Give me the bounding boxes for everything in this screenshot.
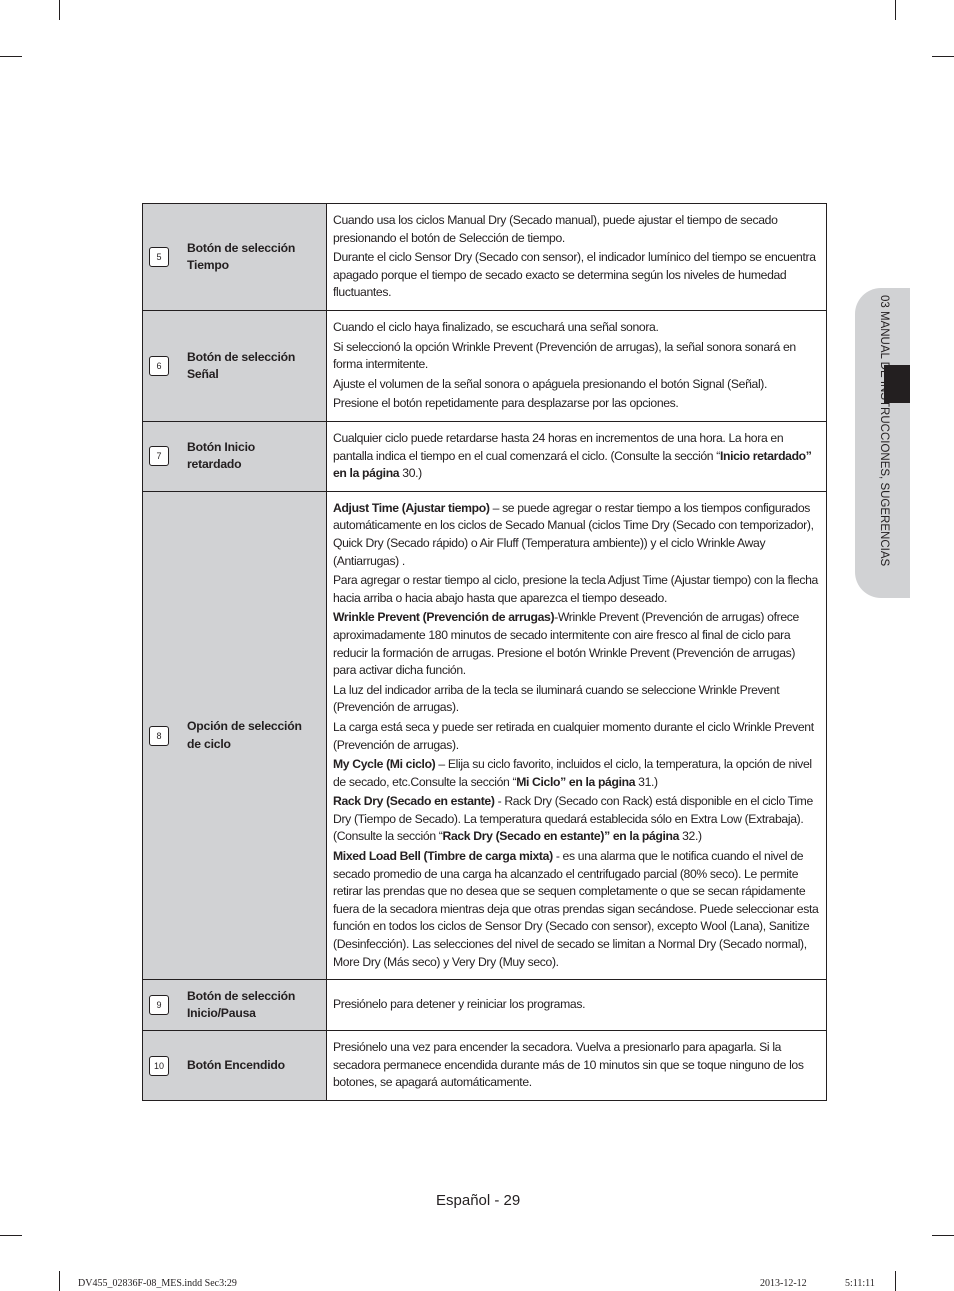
table-row xyxy=(143,1031,827,1101)
description-text: Presiónelo para detener y reiniciar los programas. xyxy=(333,997,586,1012)
control-label-cell xyxy=(143,980,327,1031)
crop-mark xyxy=(0,56,22,57)
description-text: - es una alarma que le notifica cuando el nivel de secado promedio de una carga ha alcanzado el centrifugado parcial (80% seco). Le permite retirar las prendas que no desea que se sequen completamente o que se secan rápidamente fuera de la secadora mientras deja que otras prendas sigan secándose. Puede seleccionar esta función en todos los ciclos de Sensor Dry (Secado con sensor), excepto Wool (Lana), Sanitize (Desinfección). Las selecciones del nivel de secado se limitan a Normal Dry (Secado normal), More Dry (Más seco) y Very Dry (Muy seco). xyxy=(333,849,819,969)
description-text: 31.) xyxy=(635,774,658,789)
description-emphasis: Adjust Time (Ajustar tiempo) xyxy=(333,500,490,515)
description-text: Presione el botón repetidamente para desplazarse por las opciones. xyxy=(333,396,679,411)
description-paragraph xyxy=(333,395,820,413)
control-name xyxy=(187,1057,285,1075)
control-panel-table xyxy=(142,203,827,1101)
description-paragraph xyxy=(333,609,820,679)
description-emphasis: Mi Ciclo” en la página xyxy=(516,774,636,789)
description-paragraph xyxy=(333,430,820,483)
crop-mark xyxy=(895,0,896,20)
control-label-cell xyxy=(143,491,327,979)
control-name-line: Botón de selección xyxy=(187,240,296,255)
control-name xyxy=(187,349,295,384)
control-label-cell xyxy=(143,422,327,492)
control-name-line: retardado xyxy=(187,457,242,472)
description-emphasis: Rack Dry (Secado en estante) xyxy=(333,794,495,809)
description-paragraph xyxy=(333,682,820,717)
slug-date: 2013-12-12 xyxy=(760,1278,807,1289)
crop-mark xyxy=(932,1235,954,1236)
crop-mark xyxy=(59,1271,60,1291)
description-text: Para agregar o restar tiempo al ciclo, presione la tecla Adjust Time (Ajustar tiempo) con la flecha hacia arriba o hacia abajo hasta que aparezca el tiempo deseado. xyxy=(333,573,818,605)
description-paragraph xyxy=(333,376,820,394)
control-label xyxy=(149,718,320,753)
control-name-line: Botón Encendido xyxy=(187,1057,285,1072)
control-description-cell xyxy=(327,204,827,311)
table-row xyxy=(143,980,827,1031)
description-paragraph xyxy=(333,1039,820,1092)
control-number-badge: 9 xyxy=(149,995,169,1015)
crop-mark xyxy=(895,1271,896,1291)
control-name-line: de ciclo xyxy=(187,736,231,751)
description-text: La carga está seca y puede ser retirada en cualquier momento durante el ciclo Wrinkle Prevent (Prevención de arrugas). xyxy=(333,719,814,752)
slug-time: 5:11:11 xyxy=(845,1278,875,1289)
description-paragraph xyxy=(333,319,820,337)
description-text: -Wrinkle Prevent (Prevención de arrugas) ofrece aproximadamente 180 minutos de secado intermitente con aire fresco al final de ciclo para reducir la formación de arrugas. Presione el botón Wrinkle Prevent (Prevención de arrugas) para activar dicha función. xyxy=(333,610,799,678)
description-emphasis: Inicio retardado” en la página xyxy=(333,448,812,481)
description-text: Ajuste el volumen de la señal sonora o apáguela presionando el botón Signal (Señal). xyxy=(333,376,768,391)
slug-file: DV455_02836F-08_MES.indd Sec3:29 xyxy=(78,1278,237,1289)
description-text: 32.) xyxy=(679,829,702,844)
description-text: Cualquier ciclo puede retardarse hasta 24 horas en incrementos de una hora. La hora en pantalla indica el tiempo en el cual comenzará el ciclo. (Consulte la sección “ xyxy=(333,431,784,463)
control-name-line: Botón Inicio xyxy=(187,439,256,454)
control-description-cell xyxy=(327,491,827,979)
control-name-line: Botón de selección xyxy=(187,988,296,1003)
control-label xyxy=(149,240,320,275)
table-row xyxy=(143,422,827,492)
control-description-cell xyxy=(327,980,827,1031)
description-emphasis: Mixed Load Bell (Timbre de carga mixta) xyxy=(333,849,553,864)
description-text: – Elija su ciclo favorito, incluidos el ciclo, la temperatura, la opción de nivel de secado, etc.Consulte la sección “ xyxy=(333,757,812,789)
table-body xyxy=(143,204,827,1101)
description-text: La luz del indicador arriba de la tecla se iluminará cuando se seleccione Wrinkle Prevent (Prevención de arrugas). xyxy=(333,682,780,715)
control-name xyxy=(187,988,295,1023)
control-label xyxy=(149,988,320,1023)
description-paragraph xyxy=(333,848,820,971)
description-paragraph xyxy=(333,719,820,754)
control-label-cell xyxy=(143,1031,327,1101)
table-row xyxy=(143,311,827,422)
description-paragraph xyxy=(333,339,820,374)
control-name-line: Opción de selección xyxy=(187,719,302,733)
description-paragraph xyxy=(333,212,820,247)
description-emphasis: Rack Dry (Secado en estante)” en la página xyxy=(442,829,680,844)
control-label-cell xyxy=(143,204,327,311)
control-name-line: Tiempo xyxy=(187,258,229,272)
control-number-badge: 8 xyxy=(149,726,169,746)
control-description-cell xyxy=(327,311,827,422)
description-emphasis: Wrinkle Prevent (Prevención de arrugas) xyxy=(333,610,555,625)
description-paragraph xyxy=(333,572,820,607)
control-label xyxy=(149,439,320,474)
control-label xyxy=(149,1056,320,1076)
control-description-cell xyxy=(327,1031,827,1101)
description-text: Presiónelo una vez para encender la secadora. Vuelva a presionarlo para apagarla. Si la secadora permanece encendida durante más de 10 minutos sin que se toque ninguno de los botones, se apagará automáticamente. xyxy=(333,1040,804,1090)
description-paragraph xyxy=(333,500,820,570)
description-text: Cuando usa los ciclos Manual Dry (Secado manual), puede ajustar el tiempo de secado presionando el botón de Selección de tiempo. xyxy=(333,213,778,245)
control-label-cell xyxy=(143,311,327,422)
crop-mark xyxy=(932,56,954,57)
description-paragraph xyxy=(333,793,820,846)
description-text: Si seleccionó la opción Wrinkle Prevent (Prevención de arrugas), la señal sonora sonará en forma intermitente. xyxy=(333,339,796,372)
description-text: Cuando el ciclo haya finalizado, se escuchará una señal sonora. xyxy=(333,320,659,335)
description-text: Durante el ciclo Sensor Dry (Secado con sensor), el indicador lumínico del tiempo se encuentra apagado porque el tiempo de secado exacto se determina según los niveles de humedad fluctuantes. xyxy=(333,250,816,300)
control-name-line: Señal xyxy=(187,367,219,381)
control-name xyxy=(187,718,302,753)
control-name-line: Botón de selección xyxy=(187,349,296,364)
description-paragraph xyxy=(333,756,820,791)
control-number-badge: 7 xyxy=(149,446,169,466)
description-text: 30.) xyxy=(399,466,422,481)
control-number-badge: 6 xyxy=(149,356,169,376)
description-text: - Rack Dry (Secado con Rack) está disponible en el ciclo Time Dry (Tiempo de Secado). La temperatura quedará establecida sólo en Extra Low (Extrabaja). (Consulte la sección “ xyxy=(333,794,813,844)
page-number: Español - 29 xyxy=(436,1192,521,1209)
control-number-badge: 10 xyxy=(149,1056,169,1076)
crop-mark xyxy=(59,0,60,20)
control-number-badge: 5 xyxy=(149,247,169,267)
description-paragraph xyxy=(333,996,820,1014)
control-name xyxy=(187,439,255,474)
control-description-cell xyxy=(327,422,827,492)
control-name-line: Inicio/Pausa xyxy=(187,1006,256,1021)
description-paragraph xyxy=(333,249,820,302)
table-row xyxy=(143,491,827,979)
control-label xyxy=(149,349,320,384)
chapter-label: 03 MANUAL DE INSTRUCCIONES, SUGERENCIAS xyxy=(878,295,890,567)
description-emphasis: My Cycle (Mi ciclo) xyxy=(333,757,436,772)
description-text: – se puede agregar o restar tiempo a los tiempos configurados automáticamente en los ciclos de Secado Manual (ciclos Time Dry (Secado con temporizador), Quick Dry (Secado rápido) o Air Fluff (Temperatura ambiente)) y el ciclo Wrinkle Away (Antiarrugas) . xyxy=(333,500,814,568)
control-name xyxy=(187,240,295,275)
crop-mark xyxy=(0,1235,22,1236)
table-row xyxy=(143,204,827,311)
